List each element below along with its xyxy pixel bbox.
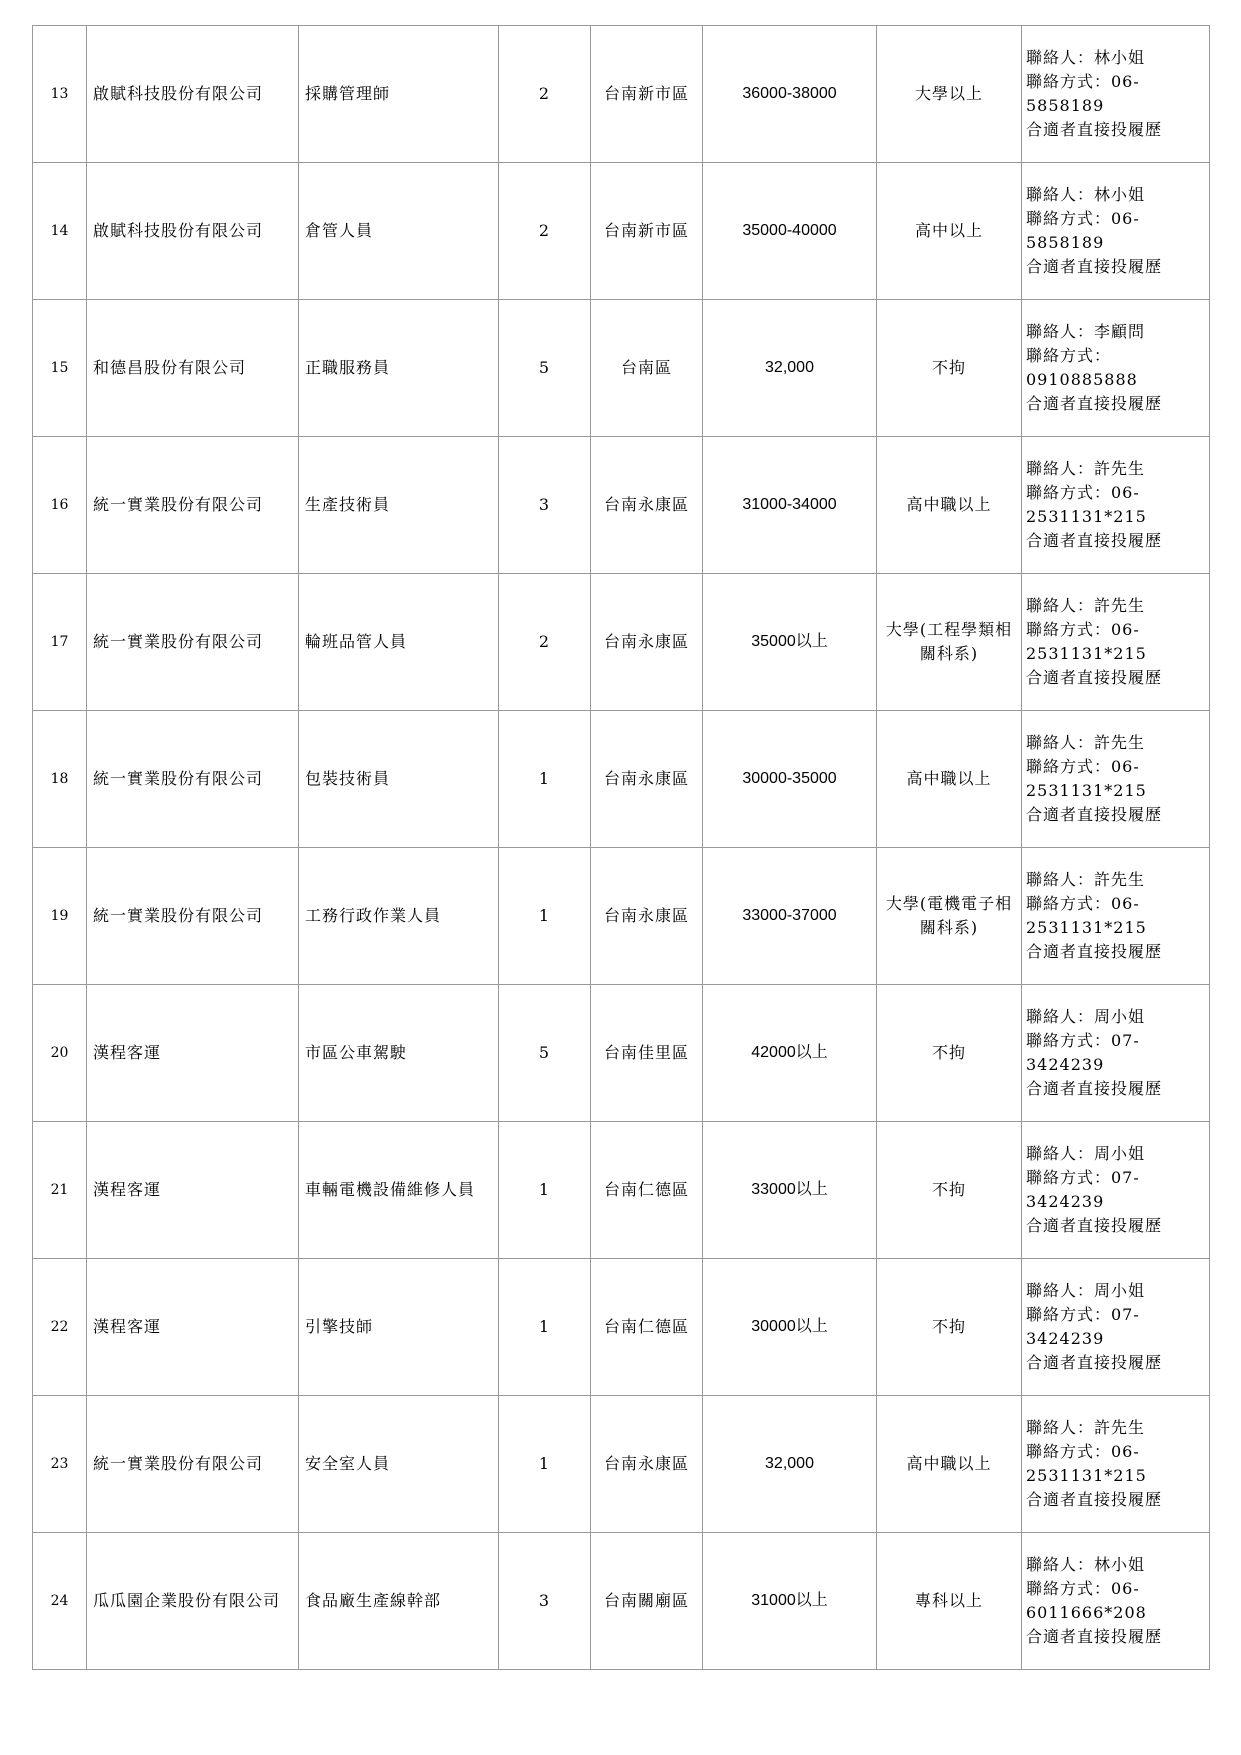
contact-info: [1022, 1533, 1210, 1670]
table-row: [33, 26, 1210, 163]
table-row: [33, 711, 1210, 848]
table-row: [33, 985, 1210, 1122]
contact-label: 聯絡方式：06-: [1026, 1442, 1140, 1461]
table-row: [33, 1396, 1210, 1533]
company-name: 統一實業股份有限公司: [87, 848, 299, 985]
education-requirement: 不拘: [877, 300, 1022, 437]
salary: 33000以上: [703, 1122, 877, 1259]
row-number: 14: [33, 163, 87, 300]
openings-count: 5: [499, 985, 591, 1122]
education-requirement: 大學(電機電子相關科系): [877, 848, 1022, 985]
work-area: 台南永康區: [591, 437, 703, 574]
row-number: 19: [33, 848, 87, 985]
contact-number: 3424239: [1026, 1192, 1105, 1211]
contact-person: 聯絡人：許先生: [1026, 1418, 1146, 1437]
openings-count: 1: [499, 711, 591, 848]
contact-label: 聯絡方式：06-: [1026, 620, 1140, 639]
contact-info: [1022, 1122, 1210, 1259]
education-requirement: 高中職以上: [877, 437, 1022, 574]
contact-person: 聯絡人：李顧問: [1026, 322, 1146, 341]
education-requirement: 專科以上: [877, 1533, 1022, 1670]
contact-number: 3424239: [1026, 1329, 1105, 1348]
salary: 36000-38000: [703, 26, 877, 163]
salary: 32,000: [703, 1396, 877, 1533]
company-name: 瓜瓜園企業股份有限公司: [87, 1533, 299, 1670]
contact-label: 聯絡方式：07-: [1026, 1305, 1140, 1324]
contact-person: 聯絡人：周小姐: [1026, 1281, 1146, 1300]
work-area: 台南關廟區: [591, 1533, 703, 1670]
application-note: 合適者直接投履歷: [1026, 394, 1163, 413]
table-row: [33, 437, 1210, 574]
table-row: [33, 300, 1210, 437]
openings-count: 5: [499, 300, 591, 437]
job-title: 引擎技師: [299, 1259, 499, 1396]
work-area: 台南永康區: [591, 574, 703, 711]
contact-info: [1022, 711, 1210, 848]
company-name: 統一實業股份有限公司: [87, 711, 299, 848]
contact-label: 聯絡方式：06-: [1026, 757, 1140, 776]
work-area: 台南永康區: [591, 711, 703, 848]
contact-info: [1022, 574, 1210, 711]
table-row: [33, 574, 1210, 711]
contact-person: 聯絡人：林小姐: [1026, 1555, 1146, 1574]
contact-info: [1022, 848, 1210, 985]
education-requirement: 高中職以上: [877, 711, 1022, 848]
salary: 30000以上: [703, 1259, 877, 1396]
education-requirement: 不拘: [877, 1259, 1022, 1396]
application-note: 合適者直接投履歷: [1026, 805, 1163, 824]
row-number: 22: [33, 1259, 87, 1396]
company-name: 統一實業股份有限公司: [87, 437, 299, 574]
salary: 35000以上: [703, 574, 877, 711]
contact-number: 2531131*215: [1026, 644, 1147, 663]
job-title: 安全室人員: [299, 1396, 499, 1533]
education-requirement: 高中以上: [877, 163, 1022, 300]
contact-number: 0910885888: [1026, 370, 1138, 389]
contact-person: 聯絡人：許先生: [1026, 596, 1146, 615]
row-number: 16: [33, 437, 87, 574]
contact-person: 聯絡人：許先生: [1026, 870, 1146, 889]
table-row: [33, 848, 1210, 985]
contact-label: 聯絡方式：06-: [1026, 72, 1140, 91]
application-note: 合適者直接投履歷: [1026, 1216, 1163, 1235]
application-note: 合適者直接投履歷: [1026, 531, 1163, 550]
row-number: 21: [33, 1122, 87, 1259]
education-requirement: 大學以上: [877, 26, 1022, 163]
company-name: 啟賦科技股份有限公司: [87, 26, 299, 163]
company-name: 統一實業股份有限公司: [87, 1396, 299, 1533]
salary: 33000-37000: [703, 848, 877, 985]
salary: 31000-34000: [703, 437, 877, 574]
job-title: 食品廠生產線幹部: [299, 1533, 499, 1670]
row-number: 17: [33, 574, 87, 711]
row-number: 15: [33, 300, 87, 437]
work-area: 台南永康區: [591, 848, 703, 985]
contact-number: 2531131*215: [1026, 781, 1147, 800]
salary: 35000-40000: [703, 163, 877, 300]
work-area: 台南區: [591, 300, 703, 437]
openings-count: 1: [499, 1259, 591, 1396]
contact-label: 聯絡方式：06-: [1026, 1579, 1140, 1598]
salary: 31000以上: [703, 1533, 877, 1670]
openings-count: 3: [499, 1533, 591, 1670]
work-area: 台南永康區: [591, 1396, 703, 1533]
application-note: 合適者直接投履歷: [1026, 120, 1163, 139]
salary: 32,000: [703, 300, 877, 437]
contact-number: 5858189: [1026, 233, 1105, 252]
contact-number: 6011666*208: [1026, 1603, 1147, 1622]
salary: 30000-35000: [703, 711, 877, 848]
row-number: 18: [33, 711, 87, 848]
row-number: 20: [33, 985, 87, 1122]
company-name: 漢程客運: [87, 1259, 299, 1396]
contact-label: 聯絡方式：07-: [1026, 1031, 1140, 1050]
application-note: 合適者直接投履歷: [1026, 668, 1163, 687]
row-number: 24: [33, 1533, 87, 1670]
company-name: 啟賦科技股份有限公司: [87, 163, 299, 300]
job-title: 車輛電機設備維修人員: [299, 1122, 499, 1259]
contact-person: 聯絡人：周小姐: [1026, 1144, 1146, 1163]
education-requirement: 大學(工程學類相關科系): [877, 574, 1022, 711]
table-row: [33, 1122, 1210, 1259]
contact-person: 聯絡人：林小姐: [1026, 48, 1146, 67]
education-requirement: 高中職以上: [877, 1396, 1022, 1533]
job-title: 正職服務員: [299, 300, 499, 437]
contact-label: 聯絡方式：06-: [1026, 209, 1140, 228]
company-name: 漢程客運: [87, 1122, 299, 1259]
contact-info: [1022, 437, 1210, 574]
openings-count: 2: [499, 26, 591, 163]
job-title: 倉管人員: [299, 163, 499, 300]
openings-count: 1: [499, 848, 591, 985]
openings-count: 2: [499, 574, 591, 711]
contact-info: [1022, 1396, 1210, 1533]
contact-label: 聯絡方式：07-: [1026, 1168, 1140, 1187]
openings-count: 2: [499, 163, 591, 300]
job-title: 生產技術員: [299, 437, 499, 574]
work-area: 台南仁德區: [591, 1259, 703, 1396]
table-row: [33, 1533, 1210, 1670]
openings-count: 1: [499, 1396, 591, 1533]
table-row: [33, 1259, 1210, 1396]
company-name: 和德昌股份有限公司: [87, 300, 299, 437]
openings-count: 3: [499, 437, 591, 574]
job-title: 包裝技術員: [299, 711, 499, 848]
contact-label: 聯絡方式：06-: [1026, 894, 1140, 913]
contact-number: 2531131*215: [1026, 1466, 1147, 1485]
row-number: 23: [33, 1396, 87, 1533]
table-body: [33, 26, 1210, 1670]
application-note: 合適者直接投履歷: [1026, 257, 1163, 276]
education-requirement: 不拘: [877, 985, 1022, 1122]
contact-number: 2531131*215: [1026, 507, 1147, 526]
contact-info: [1022, 985, 1210, 1122]
work-area: 台南佳里區: [591, 985, 703, 1122]
company-name: 漢程客運: [87, 985, 299, 1122]
work-area: 台南新市區: [591, 163, 703, 300]
application-note: 合適者直接投履歷: [1026, 1627, 1163, 1646]
company-name: 統一實業股份有限公司: [87, 574, 299, 711]
contact-info: [1022, 163, 1210, 300]
contact-info: [1022, 300, 1210, 437]
salary: 42000以上: [703, 985, 877, 1122]
contact-info: [1022, 1259, 1210, 1396]
contact-label: 聯絡方式：06-: [1026, 483, 1140, 502]
row-number: 13: [33, 26, 87, 163]
contact-person: 聯絡人：周小姐: [1026, 1007, 1146, 1026]
application-note: 合適者直接投履歷: [1026, 1353, 1163, 1372]
job-listing-table: [32, 25, 1210, 1670]
contact-number: 2531131*215: [1026, 918, 1147, 937]
job-title: 輪班品管人員: [299, 574, 499, 711]
job-title: 市區公車駕駛: [299, 985, 499, 1122]
contact-person: 聯絡人：林小姐: [1026, 185, 1146, 204]
work-area: 台南新市區: [591, 26, 703, 163]
contact-info: [1022, 26, 1210, 163]
education-requirement: 不拘: [877, 1122, 1022, 1259]
contact-label: 聯絡方式：: [1026, 346, 1112, 365]
openings-count: 1: [499, 1122, 591, 1259]
contact-person: 聯絡人：許先生: [1026, 459, 1146, 478]
contact-person: 聯絡人：許先生: [1026, 733, 1146, 752]
work-area: 台南仁德區: [591, 1122, 703, 1259]
application-note: 合適者直接投履歷: [1026, 1490, 1163, 1509]
contact-number: 5858189: [1026, 96, 1105, 115]
contact-number: 3424239: [1026, 1055, 1105, 1074]
job-title: 工務行政作業人員: [299, 848, 499, 985]
table-row: [33, 163, 1210, 300]
application-note: 合適者直接投履歷: [1026, 1079, 1163, 1098]
application-note: 合適者直接投履歷: [1026, 942, 1163, 961]
job-title: 採購管理師: [299, 26, 499, 163]
